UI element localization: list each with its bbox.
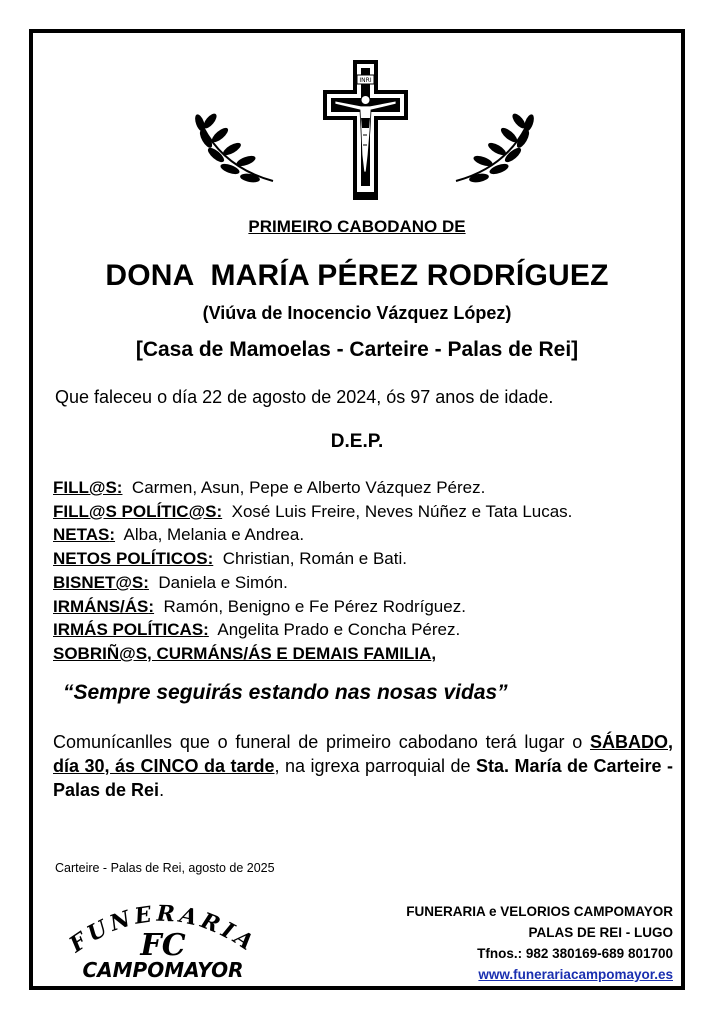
family-row [53,476,572,500]
family-value: Xosé Luis Freire, Neves Núñez e Tata Lucas. [222,501,573,521]
family-label: SOBRIÑ@S, CURMÁNS/ÁS E DEMAIS FAMILIA [53,643,432,663]
family-label: FILL@S [53,478,117,497]
family-label: IRMÁNS/ÁS [53,596,149,616]
company-name: FUNERARIA e VELORIOS CAMPOMAYOR [406,904,673,919]
widow-of: (Viúva de Inocencio Vázquez López) [202,303,512,323]
family-value: Christian, Román e Bati. [213,549,407,569]
logo-name: CAMPOMAYOR [82,958,244,980]
family-label: BISNET@S [53,572,144,592]
funeraria-logo [53,895,273,980]
family-label: FILL@S POLÍTIC@S [53,501,217,521]
family-value: Ramón, Benigno e Fe Pérez Rodríguez. [154,596,466,616]
family-label: IRMÁS POLÍTICAS [53,620,204,640]
death-notice: Que faleceu o día 22 de agosto de 2024, ós 97 anos de idade. [55,387,554,407]
crucifix-icon [323,60,408,200]
family-sep: : [143,572,149,592]
family-sep: : [116,478,123,497]
laurel-left-icon [188,111,278,186]
family-label: NETAS [53,525,110,545]
notice-frame [29,29,685,990]
funeral-end: . [159,780,165,800]
family-sep: : [203,620,209,640]
family-list [53,476,572,666]
family-sep: : [216,501,223,521]
house-location: [Casa de Mamoelas - Carteire - Palas de Rei] [135,338,579,361]
company-phones: Tfnos.: 982 380169-689 801700 [477,946,673,961]
laurel-right-icon [451,111,541,186]
family-row [53,618,572,642]
family-row [53,595,572,619]
place-date: Carteire - Palas de Rei, agosto de 2025 [55,861,275,875]
funeral-middle: , na igrexa parroquial de [274,756,477,776]
family-sep: : [109,525,116,545]
deceased-name: DONA MARÍA PÉREZ RODRÍGUEZ [105,259,609,292]
memorial-quote: “Sempre seguirás estando nas nosas vidas” [63,681,508,704]
funeral-place: Sta. María de Carteire - Palas de Rei [53,756,674,800]
cross-plate-text: INRI [359,77,372,84]
family-value: Carmen, Asun, Pepe e Alberto Vázquez Pérez. [122,478,486,497]
family-row [53,523,572,547]
company-info [406,901,673,985]
family-label: NETOS POLÍTICOS [53,549,208,569]
funeral-announcement [53,730,673,802]
funeral-date-time: SÁBADO, día 30, ás CINCO da tarde [53,732,673,776]
company-website-link[interactable]: www.funerariacampomayor.es [478,967,673,982]
family-value: Angelita Prado e Concha Pérez. [208,620,461,640]
family-row [53,642,572,666]
family-value: Daniela e Simón. [148,572,288,592]
notice-subtitle: PRIMEIRO CABODANO DE [248,217,466,236]
family-sep: : [148,596,155,616]
family-sep: : [207,549,214,569]
family-sep: , [431,643,437,663]
family-row [53,500,572,524]
logo-arc-text: FUNERARIA [64,900,262,958]
family-value: Alba, Melania e Andrea. [115,525,305,545]
logo-monogram: FC [140,928,186,963]
company-location: PALAS DE REI - LUGO [528,925,673,940]
dep-text: D.E.P. [330,431,384,452]
funeral-intro: Comunícanlles que o funeral de primeiro cabodano terá lugar o [53,732,590,752]
family-row [53,547,572,571]
family-row [53,571,572,595]
